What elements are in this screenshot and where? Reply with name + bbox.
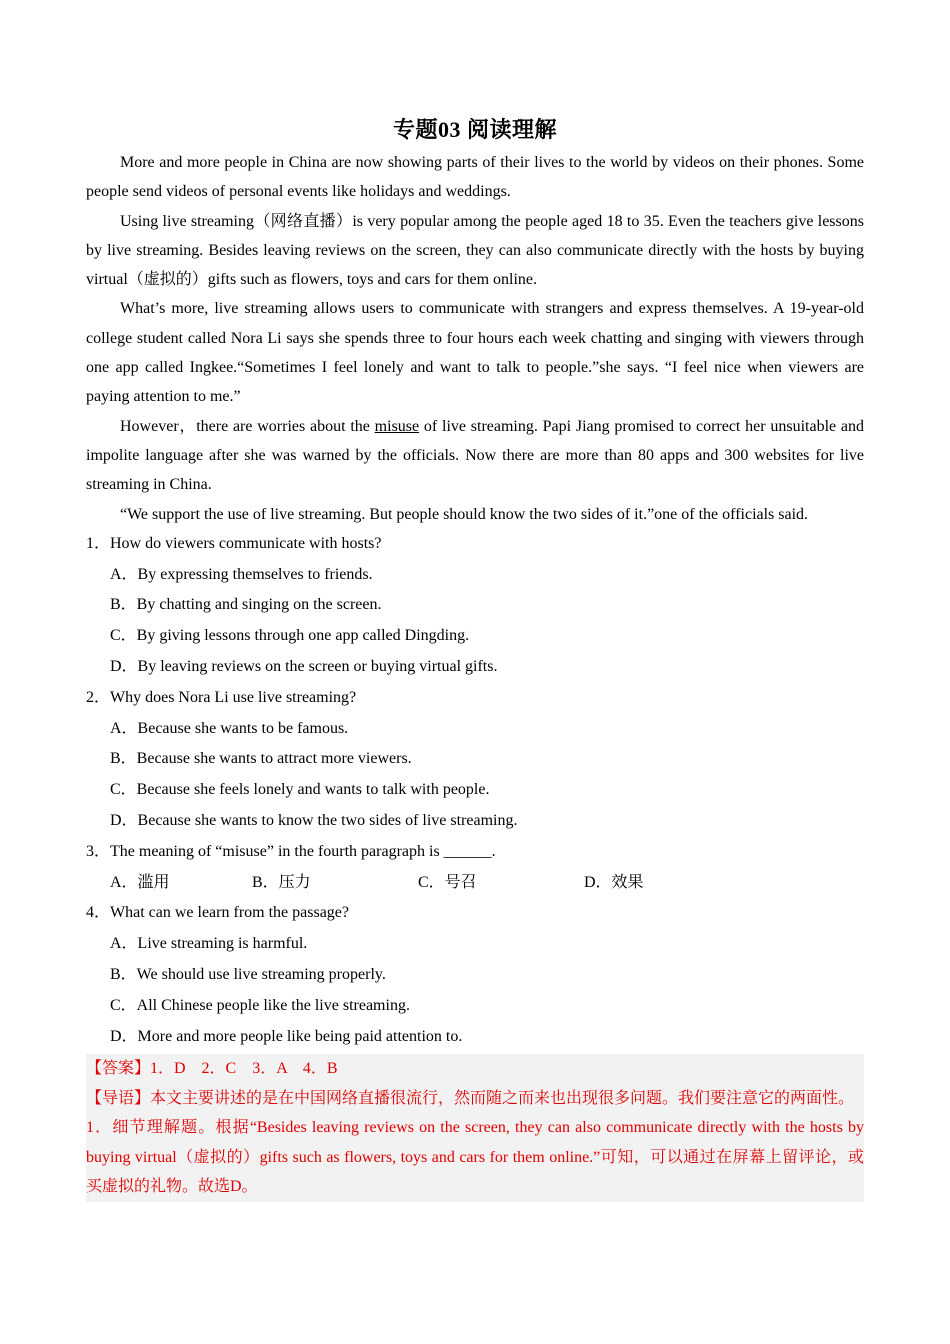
answer-guide: 【导语】本文主要讲述的是在中国网络直播很流行，然而随之而来也出现很多问题。我们要注意它的两面性。	[86, 1089, 855, 1107]
passage-paragraph-5: “We support the use of live streaming. But people should know the two sides of it.”one of the officials said.	[120, 505, 809, 523]
option-b: B．We should use live streaming properly.	[110, 966, 386, 984]
option-b: B．Because she wants to attract more viewers.	[110, 750, 412, 768]
option-c: C．Because she feels lonely and wants to talk with people.	[110, 781, 490, 799]
option-a: A．滥用	[110, 873, 170, 891]
option-b: B．压力	[252, 873, 311, 891]
option-d: D．Because she wants to know the two sides of live streaming.	[110, 812, 518, 830]
question-stem: 4．What can we learn from the passage?	[86, 904, 349, 922]
option-a: A．By expressing themselves to friends.	[110, 565, 373, 583]
question-stem: 2．Why does Nora Li use live streaming?	[86, 688, 357, 706]
question-3	[86, 837, 864, 899]
answer-explanation-1: 1．细节理解题。根据“Besides leaving reviews on the screen, they can also communicate directly with the hosts by buying virtual（虚拟的）gifts such as flowers, toys and cars for them online.”可知，可以通过在屏幕上留评论，或买虚拟的礼物。故选D。	[86, 1119, 864, 1196]
option-d: D．By leaving reviews on the screen or buying virtual gifts.	[110, 658, 498, 676]
page-title: 专题03 阅读理解	[392, 117, 557, 142]
option-c: C．By giving lessons through one app called Dingding.	[110, 627, 470, 645]
paragraph-4-text-start: However，there are worries about the	[120, 417, 375, 435]
reading-passage	[86, 148, 864, 529]
question-4	[86, 898, 864, 1052]
option-a: A．Live streaming is harmful.	[110, 935, 308, 953]
question-stem: 3．The meaning of “misuse” in the fourth paragraph is ______.	[86, 842, 496, 860]
answer-key: 【答案】1．D 2．C 3．A 4．B	[86, 1060, 338, 1078]
document-page	[86, 112, 864, 1202]
underlined-word-misuse: misuse	[374, 417, 420, 435]
question-1	[86, 529, 864, 683]
option-row	[110, 868, 864, 899]
option-d: D．效果	[584, 873, 644, 891]
passage-paragraph-1: More and more people in China are now showing parts of their lives to the world by videos on their phones. Some people send videos of personal events like holidays and weddings.	[86, 154, 864, 201]
question-stem: 1．How do viewers communicate with hosts?	[86, 534, 382, 552]
option-b: B．By chatting and singing on the screen.	[110, 596, 382, 614]
answer-section	[86, 1054, 864, 1202]
option-a: A．Because she wants to be famous.	[110, 719, 349, 737]
question-2	[86, 683, 864, 837]
option-c: C．号召	[418, 873, 477, 891]
passage-paragraph-3: What’s more, live streaming allows users to communicate with strangers and express themselves. A 19-year-old college student called Nora Li says she spends three to four hours each week chatting and singing with viewers through one app called Ingkee.“Sometimes I feel lonely and want to talk to people.”she says. “I feel nice when viewers are paying attention to me.”	[86, 300, 864, 406]
paragraph-4-text-end: of live streaming. Papi Jiang promised to correct her unsuitable and impolite language after she was warned by the officials. Now there are more than 80 apps and 300 websites for live streaming in China.	[86, 417, 864, 494]
option-d: D．More and more people like being paid attention to.	[110, 1027, 463, 1045]
option-c: C．All Chinese people like the live streaming.	[110, 996, 410, 1014]
passage-paragraph-2: Using live streaming（网络直播）is very popular among the people aged 18 to 35. Even the teachers give lessons by live streaming. Besides leaving reviews on the screen, they can also communicate directly with the hosts by buying virtual（虚拟的）gifts such as flowers, toys and cars for them online.	[86, 212, 864, 289]
passage-paragraph-4	[86, 412, 864, 500]
